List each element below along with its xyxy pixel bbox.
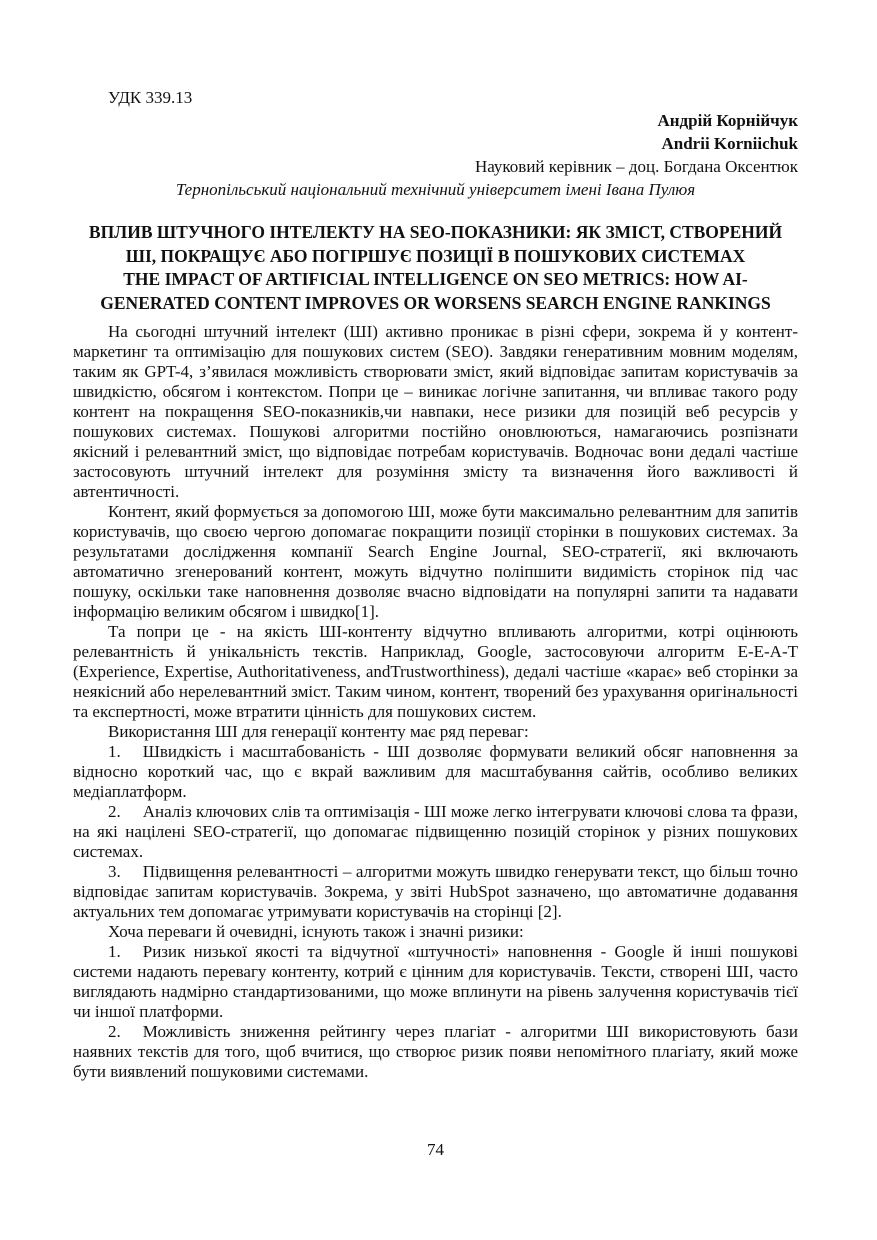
- paragraph-algorithms-eeat: Та попри це - на якість ШІ-контенту відчутно впливають алгоритми, котрі оцінюють релевантність й унікальність текстів. Наприклад, Google, застосовуючи алгоритм E-E-A-T (Experience, Expertise, Authoritativeness, andTrustworthiness), дедалі частіше «карає» веб сторінки за неякісний або нерелевантний зміст. Таким чином, контент, творений без урахування оригінальності та експертності, може втратити цінність для пошукових систем.: [73, 622, 798, 721]
- advantages-intro: Використання ШІ для генерації контенту має ряд переваг:: [108, 722, 529, 741]
- body-text: [73, 322, 798, 1082]
- affiliation-line: Тернопільський національний технічний університет імені Івана Пулюя: [175, 180, 696, 199]
- advantage-item-1: [73, 742, 798, 802]
- page-number: 74: [427, 1140, 444, 1159]
- paragraph-ai-overview: На сьогодні штучний інтелект (ШІ) активно проникає в різні сфери, зокрема й у контент-маркетинг та оптимізацію для пошукових систем (SEO). Завдяки генеративним мовним моделям, таким як GPT-4, з’явилася можливість створювати зміст, який відповідає запитам користувачів за швидкістю, обсягом і контекстом. Попри це – виникає логічне запитання, чи впливає такого роду контент на покращення SEO-показників,чи навпаки, несе ризики для позицій веб ресурсів у пошукових системах. Пошукові алгоритми постійно оновлюються, намагаючись розпізнати якісний і релевантний зміст, що відповідає потребам користувачів. Водночас вони дедалі частіше застосовують штучний інтелект для розуміння змісту та визначення його важливості й автентичності.: [73, 322, 798, 501]
- author-name-en: Andrii Korniichuk: [661, 134, 798, 153]
- list-item-text: Швидкість і масштабованість - ШІ дозволяє формувати великий обсяг наповнення за відносно короткий час, що є вкрай важливим для масштабування сайтів, особливо великих медіаплатформ.: [73, 742, 798, 801]
- risk-item-2: [73, 1022, 798, 1082]
- list-number: 1.: [108, 942, 121, 961]
- list-item-text: Ризик низької якості та відчутної «штучності» наповнення - Google й інші пошукові системи надають перевагу контенту, котрий є цінним для користувачів. Тексти, створені ШІ, часто виглядають надмірно стандартизованими, що може вплинути на рівень залучення користувачів тієї чи іншої платформи.: [73, 942, 798, 1021]
- author-name-uk: Андрій Корнійчук: [657, 111, 798, 130]
- list-number: 3.: [108, 862, 121, 881]
- paragraph-ai-content-relevance: Контент, який формується за допомогою ШІ, може бути максимально релевантним для запитів користувачів, що своєю чергою допомагає покращити позиції сторінки в пошукових системах. За результатами дослідження компанії Search Engine Journal, SEO-стратегії, які включають автоматично згенерований контент, можуть відчутно поліпшити видимість сторінок під час пошуку, оскільки таке наповнення дозволяє вчасно відповідати на популярні запити та надавати інформацію великим обсягом і швидко[1].: [73, 502, 798, 621]
- title-block: [73, 221, 798, 315]
- paper-title-en: THE IMPACT OF ARTIFICIAL INTELLIGENCE ON SEO METRICS: HOW AI-GENERATED CONTENT IMPROVES OR WORSENS SEARCH ENGINE RANKINGS: [100, 269, 771, 313]
- list-number: 1.: [108, 742, 121, 761]
- list-item-text: Можливість зниження рейтингу через плагіат - алгоритми ШІ використовують бази наявних текстів для того, щоб вчитися, що створює ризик появи непомітного плагіату, який може бути виявлений пошуковими системами.: [73, 1022, 798, 1081]
- udc-code: УДК 339.13: [108, 88, 193, 107]
- list-item-text: Аналіз ключових слів та оптимізація - ШІ може легко інтегрувати ключові слова та фрази, на які націлені SEO-стратегії, що допомагає підвищенню позицій сторінок у різних пошукових системах.: [73, 802, 798, 861]
- paper-title-uk: ВПЛИВ ШТУЧНОГО ІНТЕЛЕКТУ НА SEO-ПОКАЗНИКИ: ЯК ЗМІСТ, СТВОРЕНИЙ ШІ, ПОКРАЩУЄ АБО ПОГІРШУЄ ПОЗИЦІЇ В ПОШУКОВИХ СИСТЕМАХ: [88, 222, 783, 266]
- supervisor-line: Науковий керівник – доц. Богдана Оксентюк: [474, 157, 798, 176]
- list-number: 2.: [108, 802, 121, 821]
- list-number: 2.: [108, 1022, 121, 1041]
- risk-item-1: [73, 942, 798, 1022]
- advantage-item-2: [73, 802, 798, 862]
- risks-intro: Хоча переваги й очевидні, існують також і значні ризики:: [108, 922, 524, 941]
- advantage-item-3: [73, 862, 798, 922]
- list-item-text: Підвищення релевантності – алгоритми можуть швидко генерувати текст, що більш точно відповідає запитам користувачів. Зокрема, у звіті HubSpot зазначено, що автоматичне додавання актуальних тем допомагає утримувати користувачів на сторінці [2].: [73, 862, 798, 921]
